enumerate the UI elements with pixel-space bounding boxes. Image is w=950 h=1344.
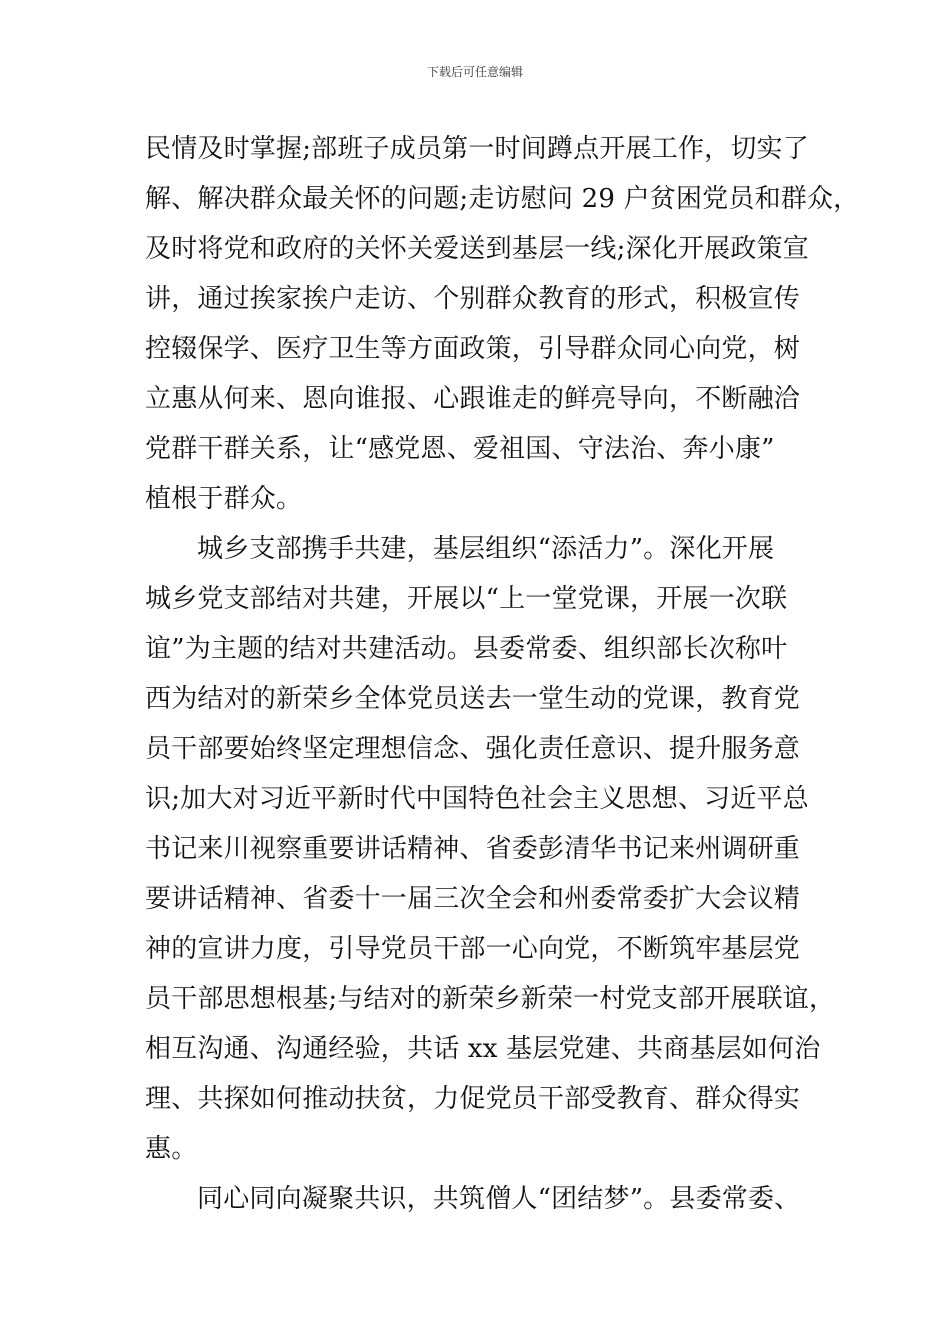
text-line: 讲，通过挨家挨户走访、个别群众教育的形式，积极宣传	[145, 284, 801, 314]
text-line: 及时将党和政府的关怀关爱送到基层一线;深化开展政策宣	[145, 234, 809, 264]
text-line: 同心同向凝聚共识，共筑僧人“团结梦”。县委常委、	[197, 1184, 801, 1214]
text-line: 书记来川视察重要讲话精神、省委彭清华书记来州调研重	[145, 834, 801, 864]
text-line: 城乡支部携手共建，基层组织“添活力”。深化开展	[197, 534, 775, 564]
text-line: 惠。	[145, 1134, 198, 1164]
text-line: 立惠从何来、恩向谁报、心跟谁走的鲜亮导向，不断融洽	[145, 384, 801, 414]
text-line: 民情及时掌握;部班子成员第一时间蹲点开展工作，切实了	[145, 134, 809, 164]
paragraph	[145, 524, 835, 1174]
text-line: 理、共探如何推动扶贫，力促党员干部受教育、群众得实	[145, 1084, 801, 1114]
text-line: 城乡党支部结对共建，开展以“上一堂党课，开展一次联	[145, 584, 788, 614]
text-line: 相互沟通、沟通经验，共话 xx 基层党建、共商基层如何治	[145, 1034, 821, 1064]
text-line: 识;加大对习近平新时代中国特色社会主义思想、习近平总	[145, 784, 809, 814]
text-line: 植根于群众。	[145, 484, 303, 514]
text-line: 西为结对的新荣乡全体党员送去一堂生动的党课，教育党	[145, 684, 801, 714]
paragraph	[145, 1174, 835, 1224]
text-line: 控辍保学、医疗卫生等方面政策，引导群众同心向党，树	[145, 334, 801, 364]
text-line: 员干部思想根基;与结对的新荣乡新荣一村党支部开展联谊，	[145, 984, 836, 1014]
text-line: 解、解决群众最关怀的问题;走访慰问 29 户贫困党员和群众，	[145, 184, 860, 214]
document-body	[145, 124, 860, 1224]
text-line: 要讲话精神、省委十一届三次全会和州委常委扩大会议精	[145, 884, 801, 914]
text-line: 员干部要始终坚定理想信念、强化责任意识、提升服务意	[145, 734, 801, 764]
paragraph	[145, 124, 860, 524]
page-header: 下载后可任意编辑	[426, 65, 523, 79]
text-line: 谊”为主题的结对共建活动。县委常委、组织部长次称叶	[145, 634, 788, 664]
text-line: 神的宣讲力度，引导党员干部一心向党，不断筑牢基层党	[145, 934, 801, 964]
text-line: 党群干群关系，让“感党恩、爱祖国、守法治、奔小康”	[145, 434, 775, 464]
